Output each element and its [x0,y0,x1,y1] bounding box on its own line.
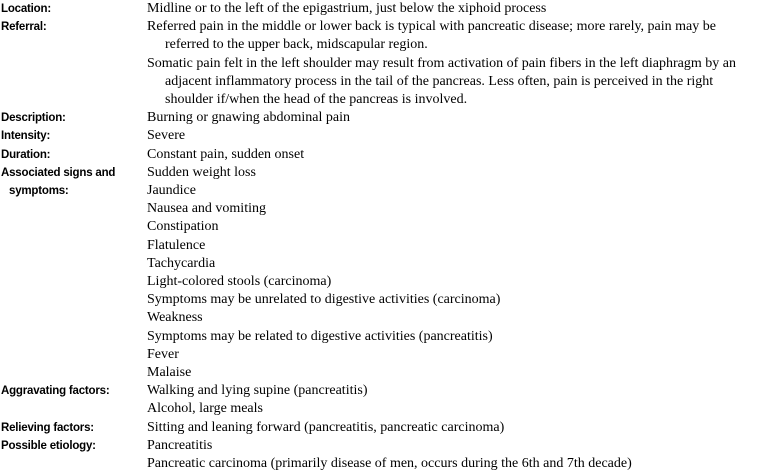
row-description [0,109,762,127]
row-label: Description: [1,112,66,125]
row-value: Jaundice [147,183,196,199]
row-values [147,146,762,164]
row-label: Duration: [1,148,51,161]
row-value: Symptoms may be related to digestive activities (pancreatitis) [147,328,493,344]
row-value: Constipation [147,219,219,235]
row-value: Tachycardia [147,255,216,271]
row-value: Pancreatitis [147,437,213,453]
row-value: Fever [147,346,179,362]
row-value: Walking and lying supine (pancreatitis) [147,383,368,399]
row-value: Symptoms may be unrelated to digestive activities (carcinoma) [147,292,501,308]
row-value: Malaise [147,365,192,381]
row-value: Referred pain in the middle or lower back is typical with pancreatic disease; more rarely, pain may be referred to the upper back, midscapular region. [147,19,716,53]
row-value: Flatulence [147,237,206,253]
row-value: Weakness [147,310,203,326]
row-label: Intensity: [1,130,51,143]
row-label-continuation: symptoms: [9,185,69,198]
row-label: Relieving factors: [1,421,94,434]
row-value: Constant pain, sudden onset [147,146,305,162]
row-value: Pancreatic carcinoma (primarily disease of men, occurs during the 6th and 7th decade) [147,456,632,472]
row-values [147,0,762,18]
row-values [147,437,762,473]
row-value: Alcohol, large meals [147,401,263,417]
row-values [147,382,762,418]
row-duration [0,146,762,164]
row-label: Referral: [1,21,47,34]
row-value: Severe [147,128,186,144]
row-referral [0,18,762,109]
row-value: Sudden weight loss [147,164,256,180]
row-location [0,0,762,18]
row-values [147,109,762,127]
row-label: Possible etiology: [1,439,96,452]
row-values [147,127,762,145]
row-value: Somatic pain felt in the left shoulder may result from activation of pain fibers in the left diaphragm by an adjacent inflammatory process in the tail of the pancreas. Less often, pain is perceived in the right shoulder if/when the head of the pancreas is involved. [147,55,736,108]
row-associated-signs [0,164,762,382]
row-value: Light-colored stools (carcinoma) [147,274,332,290]
row-label: Location: [1,3,51,15]
row-label: Aggravating factors: [1,385,110,398]
row-possible-etiology [0,437,762,473]
row-aggravating-factors [0,382,762,418]
row-values [147,18,762,109]
row-value: Burning or gnawing abdominal pain [147,110,350,126]
row-value: Sitting and leaning forward (pancreatitis, pancreatic carcinoma) [147,419,505,435]
row-intensity [0,127,762,145]
row-value: Midline or to the left of the epigastrium, just below the xiphoid process [147,1,547,16]
row-value: Nausea and vomiting [147,201,266,217]
row-label [0,164,147,200]
row-relieving-factors [0,419,762,437]
row-values [147,419,762,437]
row-values [147,164,762,382]
row-label-line: Associated signs and [1,166,116,179]
